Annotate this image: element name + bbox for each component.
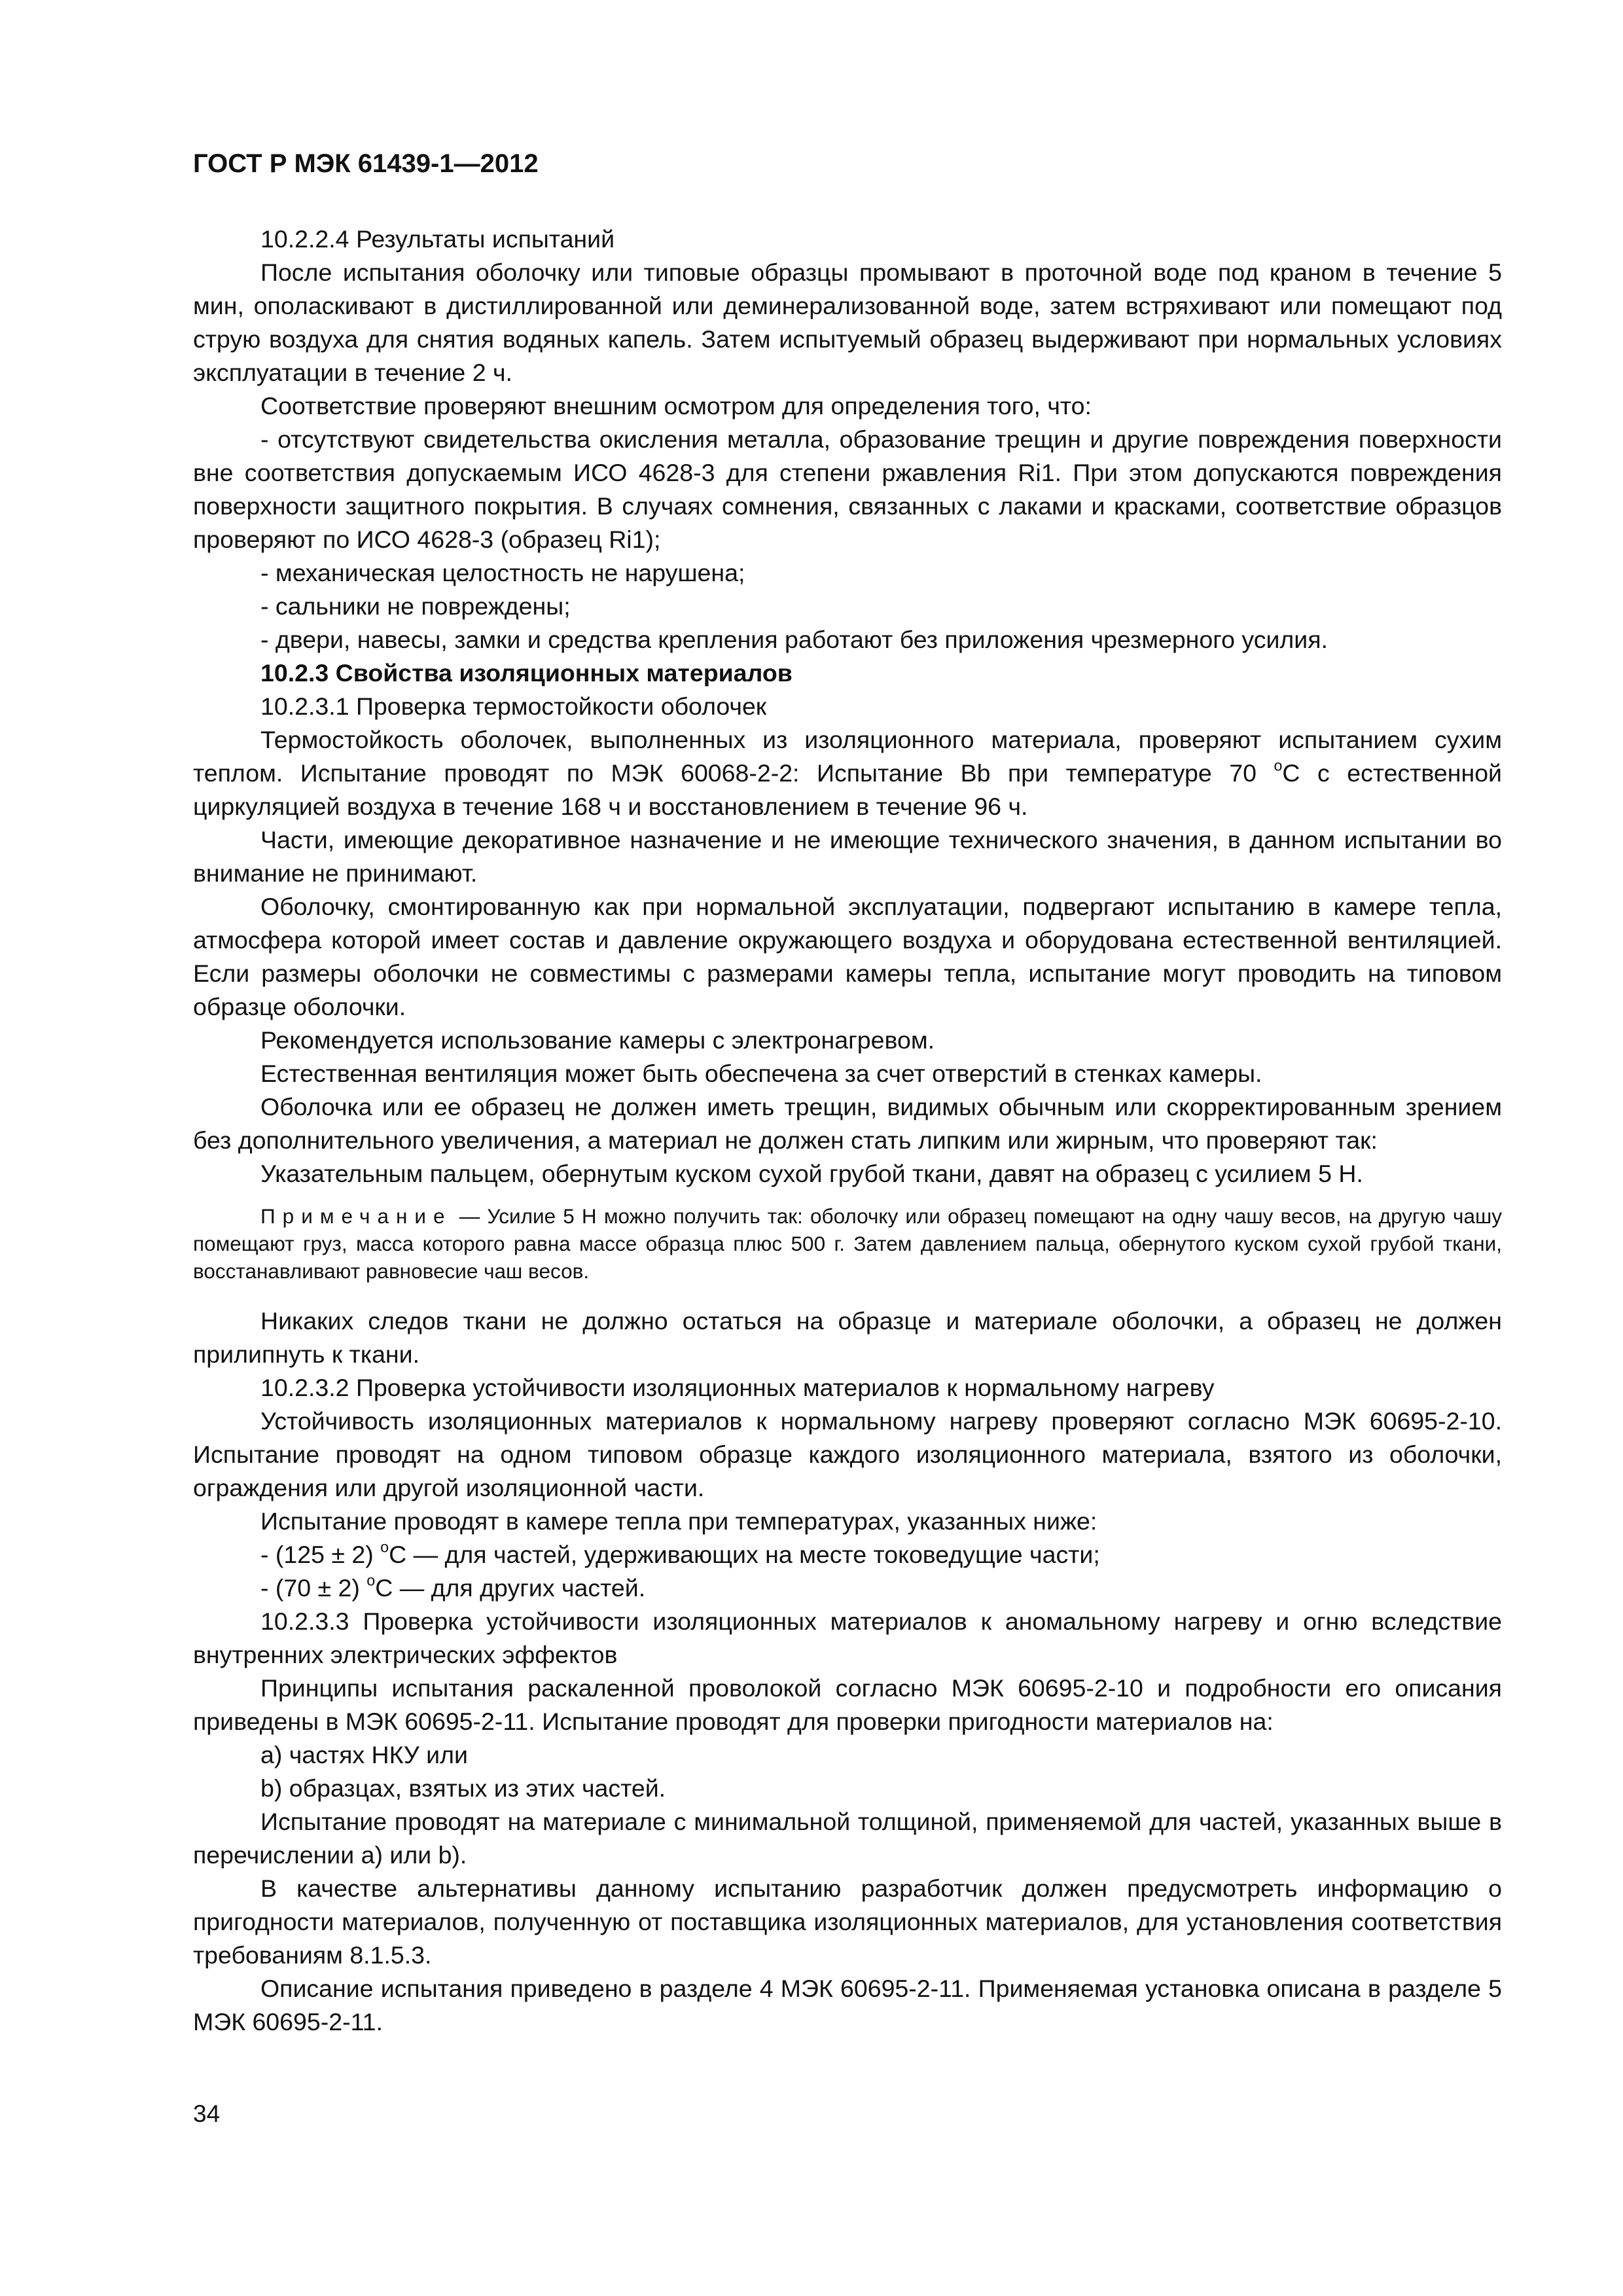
paragraph [193, 1972, 1502, 2039]
paragraph-text-tail: C с естественной циркуляцией воздуха в течение 168 ч и восстановлением в течение 96 ч. [193, 759, 1503, 820]
paragraph [193, 1405, 1502, 1505]
paragraph [193, 590, 1502, 623]
paragraph-text: Части, имеющие декоративное назначение и не имеющие технического значения, в данном испытании во внимание не принимают. [193, 826, 1502, 887]
paragraph-text: - двери, навесы, замки и средства крепления работают без приложения чрезмерного усилия. [260, 626, 1328, 653]
paragraph [193, 723, 1502, 823]
paragraph [193, 223, 1502, 256]
paragraph-text: 10.2.2.4 Результаты испытаний [260, 225, 615, 253]
paragraph [193, 1505, 1502, 1538]
document-body [193, 223, 1502, 2039]
paragraph-text: Рекомендуется использование камеры с электронагревом. [260, 1026, 935, 1054]
paragraph [193, 1605, 1502, 1672]
paragraph [193, 1090, 1502, 1157]
paragraph [193, 1538, 1502, 1571]
paragraph-text: b) образцах, взятых из этих частей. [260, 1774, 666, 1802]
paragraph [193, 690, 1502, 723]
paragraph-text: В качестве альтернативы данному испытанию разработчик должен предусмотреть информацию о пригодности материалов, полученную от поставщика изоляционных материалов, для установления соответствия требованиям 8.1.5.3. [193, 1874, 1502, 1969]
paragraph-text: 10.2.3.2 Проверка устойчивости изоляционных материалов к нормальному нагреву [260, 1374, 1215, 1401]
paragraph [193, 1304, 1502, 1371]
paragraph-text: - (70 ± 2) [260, 1574, 367, 1602]
paragraph [193, 823, 1502, 890]
paragraph-text: — Усилие 5 Н можно получить так: оболочку или образец помещают на одну чашу весов, на другую чашу помещают груз, масса которого равна массе образца плюс 500 г. Затем давлением пальца, обернутого куском сухой грубой ткани, восстанавливают равновесие чаш весов. [193, 1204, 1502, 1283]
paragraph-text-tail: C — для частей, удерживающих на месте токоведущие части; [389, 1541, 1100, 1568]
paragraph [193, 389, 1502, 423]
paragraph [193, 1571, 1502, 1605]
paragraph-text: 10.2.3 Свойства изоляционных материалов [260, 659, 793, 687]
paragraph-text: Принципы испытания раскаленной проволокой согласно МЭК 60695-2-10 и подробности его описания приведены в МЭК 60695-2-11. Испытание проводят для проверки пригодности материалов на: [193, 1674, 1502, 1735]
paragraph-text: - сальники не повреждены; [260, 592, 571, 620]
degree-superscript: o [366, 1571, 376, 1589]
paragraph [193, 1371, 1502, 1405]
paragraph-text-tail: C — для других частей. [375, 1574, 646, 1602]
paragraph [193, 1805, 1502, 1872]
paragraph-text: Оболочку, смонтированную как при нормальной эксплуатации, подвергают испытанию в камере тепла, атмосфера которой имеет состав и давление окружающего воздуха и оборудована естественной вентиляцией. Если размеры оболочки не совместимы с размерами камеры тепла, испытание могут проводить на типовом образце оболочки. [193, 893, 1502, 1020]
paragraph-text: Устойчивость изоляционных материалов к нормальному нагреву проверяют согласно МЭК 60695-2-10. Испытание проводят на одном типовом образце каждого изоляционного материала, взятого из оболочки, ограждения или другой изоляционной части. [193, 1407, 1502, 1501]
paragraph-text: 10.2.3.1 Проверка термостойкости оболочек [260, 692, 767, 720]
note-label: Примечание [260, 1204, 452, 1228]
paragraph-text: Испытание проводят на материале с минимальной толщиной, применяемой для частей, указанных выше в перечислении a) или b). [193, 1808, 1502, 1869]
paragraph-text: Испытание проводят в камере тепла при температурах, указанных ниже: [260, 1507, 1097, 1535]
paragraph [193, 256, 1502, 389]
paragraph-text: Никаких следов ткани не должно остаться на образце и материале оболочки, а образец не должен прилипнуть к ткани. [193, 1307, 1502, 1368]
paragraph-text: 10.2.3.3 Проверка устойчивости изоляционных материалов к аномальному нагреву и огню вследствие внутренних электрических эффектов [193, 1607, 1502, 1668]
document-code-header: ГОСТ Р МЭК 61439-1—2012 [193, 149, 539, 178]
paragraph-text: Описание испытания приведено в разделе 4 МЭК 60695-2-11. Применяемая установка описана в разделе 5 МЭК 60695-2-11. [193, 1975, 1502, 2036]
paragraph [193, 623, 1502, 656]
paragraph [193, 1772, 1502, 1805]
note-paragraph [193, 1202, 1502, 1285]
page-number: 34 [193, 2100, 221, 2127]
paragraph-text: Соответствие проверяют внешним осмотром для определения того, что: [260, 392, 1092, 420]
document-page [193, 144, 1502, 2039]
section-heading [193, 656, 1502, 690]
paragraph [193, 1738, 1502, 1772]
paragraph-text: - отсутствуют свидетельства окисления металла, образование трещин и другие повреждения поверхности вне соответствия допускаемым ИСО 4628-3 для степени ржавления Ri1. При этом допускаются повреждения поверхности защитного покрытия. В случаях сомнения, связанных с лаками и красками, соответствие образцов проверяют по ИСО 4628-3 (образец Ri1); [193, 425, 1502, 553]
paragraph [193, 1057, 1502, 1090]
paragraph-text: - механическая целостность не нарушена; [260, 559, 745, 586]
paragraph [193, 423, 1502, 556]
paragraph-text: Указательным пальцем, обернутым куском сухой грубой ткани, давят на образец с усилием 5 Н. [260, 1160, 1363, 1187]
degree-superscript: o [1274, 757, 1283, 774]
paragraph-text: Оболочка или ее образец не должен иметь трещин, видимых обычным или скорректированным зрением без дополнительного увеличения, а материал не должен стать липким или жирным, что проверяют так: [193, 1093, 1502, 1154]
paragraph [193, 556, 1502, 590]
paragraph-text: - (125 ± 2) [260, 1541, 381, 1568]
paragraph-text: Естественная вентиляция может быть обеспечена за счет отверстий в стенках камеры. [260, 1060, 1262, 1087]
paragraph-text: После испытания оболочку или типовые образцы промывают в проточной воде под краном в течение 5 мин, ополаскивают в дистиллированной или деминерализованной воде, затем встряхивают или помещают под струю воздуха для снятия водяных капель. Затем испытуемый образец выдерживают при нормальных условиях эксплуатации в течение 2 ч. [193, 259, 1502, 386]
paragraph [193, 1157, 1502, 1191]
paragraph [193, 1872, 1502, 1972]
paragraph-text: a) частях НКУ или [260, 1741, 468, 1768]
degree-superscript: o [380, 1538, 389, 1556]
paragraph [193, 1024, 1502, 1057]
paragraph [193, 890, 1502, 1024]
paragraph-text: Термостойкость оболочек, выполненных из изоляционного материала, проверяют испытанием сухим теплом. Испытание проводят по МЭК 60068-2-2: Испытание Bb при температуре 70 [193, 726, 1502, 787]
paragraph [193, 1672, 1502, 1738]
